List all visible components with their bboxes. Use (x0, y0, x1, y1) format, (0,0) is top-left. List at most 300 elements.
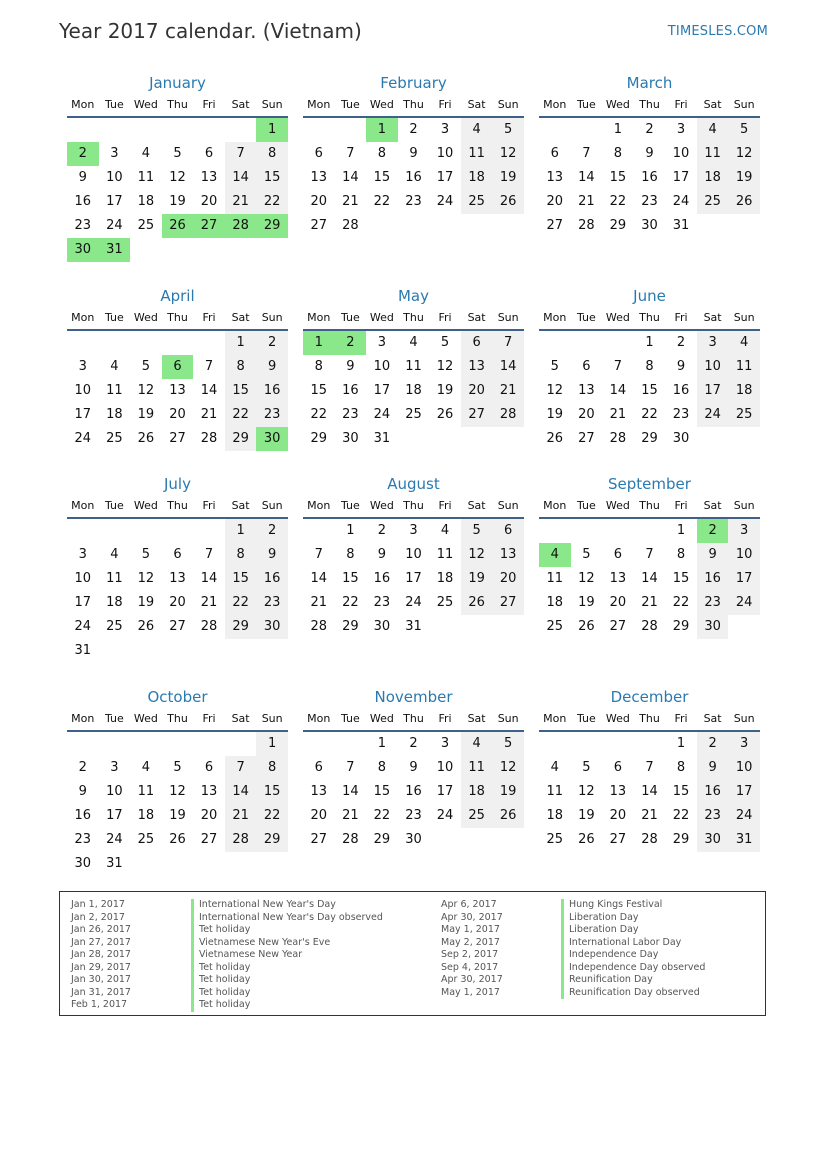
day-cell: 13 (200, 170, 218, 185)
day-cell: 22 (310, 407, 328, 422)
day-cell: 15 (225, 379, 257, 403)
day-cell: 21 (641, 808, 658, 823)
holiday-name: Vietnamese New Year (191, 949, 302, 962)
day-cell: 20 (310, 194, 328, 209)
day-cell: 22 (609, 194, 627, 209)
day-cell: 25 (697, 190, 729, 214)
empty-cell (67, 519, 99, 543)
weekday-header (303, 307, 524, 331)
weekday-label: Mon (307, 712, 331, 725)
day-cell: 27 (310, 218, 328, 233)
weekday-label: Tue (576, 98, 596, 111)
day-cell: 10 (74, 383, 92, 398)
weekday-label: Tue (576, 499, 596, 512)
day-cell: 17 (74, 595, 92, 610)
day-cell: 19 (492, 166, 524, 190)
day-cell: 22 (225, 591, 257, 615)
day-cell: 16 (641, 170, 658, 185)
day-cell: 21 (200, 407, 218, 422)
day-cell: 12 (546, 383, 564, 398)
weekday-header (67, 307, 288, 331)
day-cell: 23 (697, 591, 729, 615)
weekday-label: Thu (403, 712, 424, 725)
holiday-name: International New Year's Day (191, 899, 336, 912)
day-cell: 21 (342, 808, 359, 823)
day-cell: 26 (169, 832, 186, 847)
day-cell: 7 (346, 760, 355, 775)
weekday-label: Mon (71, 499, 95, 512)
month-march (539, 72, 760, 285)
month-may (303, 285, 524, 473)
holiday-date: Jan 28, 2017 (71, 949, 131, 960)
day-cell: 29 (342, 619, 359, 634)
empty-cell (67, 331, 99, 355)
weekday-label: Tue (340, 499, 360, 512)
site-link[interactable]: TIMESLES.COM (667, 24, 768, 39)
day-cell: 27 (200, 832, 218, 847)
weekday-label: Mon (307, 98, 331, 111)
holidays-list (59, 891, 766, 1016)
empty-cell (539, 519, 571, 543)
day-cell: 14 (200, 571, 218, 586)
day-cell: 4 (461, 732, 493, 756)
day-cell: 6 (314, 760, 323, 775)
day-cell: 14 (641, 784, 658, 799)
day-cell: 26 (162, 214, 194, 238)
day-cell: 12 (578, 571, 595, 586)
month-february (303, 72, 524, 285)
day-cell: 3 (440, 122, 450, 137)
day-cell: 10 (106, 784, 123, 799)
weekday-label: Wed (133, 712, 158, 725)
day-cell: 15 (609, 170, 627, 185)
day-cell: 29 (256, 828, 288, 852)
day-cell: 22 (256, 804, 288, 828)
day-cell: 3 (409, 523, 418, 538)
weekday-label: Thu (639, 311, 660, 324)
holiday-row (441, 949, 705, 962)
day-cell: 5 (173, 760, 182, 775)
day-cell: 11 (546, 571, 564, 586)
day-cell: 6 (204, 760, 214, 775)
holiday-date: Apr 6, 2017 (441, 899, 497, 910)
day-cell: 2 (78, 760, 87, 775)
day-cell: 25 (137, 832, 155, 847)
day-cell: 3 (377, 335, 387, 350)
day-cell: 9 (676, 359, 686, 374)
day-cell: 21 (492, 379, 524, 403)
weekday-label: Sun (261, 499, 283, 512)
day-cell: 22 (373, 808, 391, 823)
weekday-label: Fri (202, 499, 216, 512)
day-cell: 13 (609, 784, 627, 799)
holiday-row (441, 899, 705, 912)
day-cell: 14 (492, 355, 524, 379)
empty-cell (99, 331, 131, 355)
day-cell: 28 (609, 431, 627, 446)
day-cell: 30 (74, 856, 92, 871)
day-cell: 25 (461, 190, 493, 214)
day-cell: 22 (373, 194, 391, 209)
month-april (67, 285, 288, 473)
day-cell: 30 (641, 218, 658, 233)
day-cell: 12 (578, 784, 595, 799)
empty-cell (634, 732, 666, 756)
day-cell: 5 (492, 732, 524, 756)
weekday-label: Wed (133, 98, 158, 111)
day-cell: 2 (409, 736, 418, 751)
day-cell: 24 (74, 619, 92, 634)
day-cell: 13 (310, 784, 328, 799)
day-cell: 1 (366, 118, 398, 142)
day-cell: 9 (697, 543, 729, 567)
day-cell: 24 (405, 595, 422, 610)
day-cell: 8 (256, 142, 288, 166)
month-name: October (147, 688, 208, 706)
day-cell: 10 (373, 359, 391, 374)
days-grid (67, 732, 288, 876)
day-cell: 8 (676, 760, 686, 775)
weekday-label: Fri (202, 98, 216, 111)
day-cell: 14 (342, 784, 359, 799)
weekday-label: Thu (167, 311, 188, 324)
day-cell: 10 (436, 146, 454, 161)
day-cell: 6 (550, 146, 559, 161)
day-cell: 9 (645, 146, 654, 161)
day-cell: 17 (697, 379, 729, 403)
day-cell: 14 (225, 166, 257, 190)
days-grid (303, 519, 524, 639)
day-cell: 14 (609, 383, 627, 398)
day-cell: 21 (578, 194, 595, 209)
month-name: September (608, 475, 691, 493)
day-cell: 18 (461, 780, 493, 804)
weekday-label: Mon (71, 311, 95, 324)
day-cell: 27 (609, 832, 627, 847)
day-cell: 27 (193, 214, 225, 238)
holiday-date: Sep 2, 2017 (441, 949, 499, 960)
weekday-label: Fri (674, 98, 688, 111)
day-cell: 19 (436, 383, 454, 398)
day-cell: 25 (106, 431, 123, 446)
day-cell: 18 (106, 407, 123, 422)
day-cell: 2 (256, 519, 288, 543)
day-cell: 30 (373, 619, 391, 634)
day-cell: 15 (672, 571, 690, 586)
day-cell: 16 (405, 170, 422, 185)
weekday-label: Mon (71, 712, 95, 725)
weekday-label: Sun (733, 712, 755, 725)
day-cell: 16 (256, 379, 288, 403)
holiday-name: International Labor Day (561, 937, 681, 950)
empty-cell (539, 118, 571, 142)
day-cell: 5 (173, 146, 182, 161)
day-cell: 14 (310, 571, 328, 586)
month-june (539, 285, 760, 473)
empty-cell (602, 519, 634, 543)
day-cell: 6 (613, 547, 623, 562)
month-december (539, 686, 760, 886)
day-cell: 20 (200, 808, 218, 823)
weekday-label: Sat (231, 712, 250, 725)
month-name: December (610, 688, 689, 706)
day-cell: 14 (200, 383, 218, 398)
month-january (67, 72, 288, 285)
day-cell: 1 (225, 519, 257, 543)
empty-cell (571, 331, 603, 355)
holiday-name: Liberation Day (561, 912, 639, 925)
day-cell: 21 (225, 804, 257, 828)
holiday-date: Jan 29, 2017 (71, 961, 131, 973)
weekday-label: Fri (674, 712, 688, 725)
day-cell: 27 (169, 619, 186, 634)
month-name: August (387, 475, 440, 493)
weekday-header (539, 708, 760, 732)
weekday-header (539, 94, 760, 118)
day-cell: 29 (310, 431, 328, 446)
empty-cell (602, 331, 634, 355)
weekday-label: Sun (733, 98, 755, 111)
weekday-label: Tue (104, 499, 124, 512)
weekday-label: Sat (231, 499, 250, 512)
day-cell: 20 (461, 379, 493, 403)
day-cell: 31 (672, 218, 690, 233)
weekday-label: Tue (340, 311, 360, 324)
weekday-label: Fri (438, 712, 452, 725)
day-cell: 24 (436, 194, 454, 209)
day-cell: 7 (492, 331, 524, 355)
holiday-name: Vietnamese New Year's Eve (191, 937, 330, 950)
day-cell: 6 (314, 146, 323, 161)
weekday-label: Sun (261, 712, 283, 725)
weekday-label: Sat (703, 98, 722, 111)
day-cell: 1 (645, 335, 654, 350)
day-cell: 23 (342, 407, 359, 422)
day-cell: 3 (440, 736, 450, 751)
holiday-row (441, 937, 705, 950)
holiday-name: Tet holiday (191, 962, 250, 975)
day-cell: 31 (728, 828, 760, 852)
day-cell: 30 (405, 832, 422, 847)
day-cell: 16 (373, 571, 391, 586)
day-cell: 2 (697, 732, 729, 756)
day-cell: 23 (405, 808, 422, 823)
holiday-row (441, 987, 705, 1000)
day-cell: 18 (461, 166, 493, 190)
day-cell: 11 (106, 571, 123, 586)
weekday-label: Mon (543, 98, 567, 111)
month-november (303, 686, 524, 886)
day-cell: 20 (169, 595, 186, 610)
day-cell: 4 (550, 760, 559, 775)
weekday-label: Wed (369, 499, 394, 512)
day-cell: 16 (74, 808, 92, 823)
day-cell: 23 (256, 403, 288, 427)
day-cell: 12 (137, 571, 155, 586)
day-cell: 21 (641, 595, 658, 610)
day-cell: 19 (169, 808, 186, 823)
day-cell: 22 (225, 403, 257, 427)
weekday-label: Sun (497, 311, 519, 324)
day-cell: 13 (578, 383, 595, 398)
day-cell: 8 (225, 355, 257, 379)
holiday-row (441, 924, 705, 937)
day-cell: 13 (200, 784, 218, 799)
day-cell: 14 (225, 780, 257, 804)
month-september (539, 473, 760, 686)
holiday-row (441, 962, 705, 975)
empty-cell (571, 519, 603, 543)
weekday-label: Mon (543, 499, 567, 512)
day-cell: 11 (461, 142, 493, 166)
weekday-label: Sun (261, 311, 283, 324)
day-cell: 17 (106, 194, 123, 209)
holiday-date: Jan 31, 2017 (71, 986, 131, 998)
day-cell: 16 (74, 194, 92, 209)
weekday-label: Tue (576, 712, 596, 725)
empty-cell (225, 118, 257, 142)
weekday-label: Thu (639, 499, 660, 512)
weekday-label: Tue (340, 712, 360, 725)
weekday-label: Sat (231, 98, 250, 111)
empty-cell (571, 732, 603, 756)
day-cell: 12 (461, 543, 493, 567)
holiday-row (71, 949, 383, 962)
day-cell: 2 (377, 523, 387, 538)
day-cell: 20 (169, 407, 186, 422)
day-cell: 24 (106, 832, 123, 847)
holiday-column (71, 899, 383, 1012)
day-cell: 4 (539, 543, 571, 567)
empty-cell (335, 118, 367, 142)
day-cell: 22 (641, 407, 658, 422)
day-cell: 23 (74, 832, 92, 847)
weekday-header (67, 495, 288, 519)
days-grid (539, 732, 760, 852)
empty-cell (193, 118, 225, 142)
day-cell: 13 (310, 170, 328, 185)
holiday-date: Apr 30, 2017 (441, 911, 503, 923)
weekday-label: Fri (202, 311, 216, 324)
day-cell: 8 (346, 547, 355, 562)
day-cell: 1 (256, 732, 288, 756)
weekday-label: Tue (104, 311, 124, 324)
day-cell: 12 (492, 756, 524, 780)
day-cell: 28 (310, 619, 328, 634)
day-cell: 28 (641, 619, 658, 634)
day-cell: 29 (672, 619, 690, 634)
holiday-date: Jan 2, 2017 (71, 911, 125, 923)
weekday-label: Sun (497, 499, 519, 512)
month-name: May (397, 287, 429, 305)
day-cell: 9 (377, 547, 387, 562)
day-cell: 26 (137, 431, 155, 446)
day-cell: 8 (613, 146, 623, 161)
weekday-label: Sun (497, 712, 519, 725)
day-cell: 3 (78, 359, 87, 374)
day-cell: 13 (461, 355, 493, 379)
day-cell: 12 (169, 170, 186, 185)
day-cell: 2 (409, 122, 418, 137)
weekday-label: Mon (543, 712, 567, 725)
day-cell: 6 (162, 355, 194, 379)
day-cell: 9 (697, 756, 729, 780)
day-cell: 1 (377, 736, 387, 751)
holiday-date: Jan 30, 2017 (71, 974, 131, 985)
weekday-label: Fri (438, 499, 452, 512)
day-cell: 16 (697, 567, 729, 591)
day-cell: 15 (256, 780, 288, 804)
weekday-label: Fri (674, 499, 688, 512)
day-cell: 23 (641, 194, 658, 209)
month-october (67, 686, 288, 886)
day-cell: 19 (578, 595, 595, 610)
day-cell: 27 (310, 832, 328, 847)
day-cell: 5 (728, 118, 760, 142)
day-cell: 29 (672, 832, 690, 847)
weekday-label: Fri (438, 311, 452, 324)
day-cell: 26 (728, 190, 760, 214)
day-cell: 15 (310, 383, 328, 398)
empty-cell (162, 118, 194, 142)
day-cell: 28 (342, 218, 359, 233)
day-cell: 25 (728, 403, 760, 427)
weekday-label: Tue (340, 98, 360, 111)
day-cell: 19 (578, 808, 595, 823)
holiday-date: Jan 27, 2017 (71, 936, 131, 948)
day-cell: 9 (409, 760, 418, 775)
day-cell: 25 (436, 595, 454, 610)
day-cell: 4 (110, 359, 119, 374)
empty-cell (130, 118, 162, 142)
day-cell: 10 (405, 547, 422, 562)
weekday-label: Thu (167, 499, 188, 512)
day-cell: 18 (137, 808, 155, 823)
weekday-label: Thu (403, 98, 424, 111)
empty-cell (303, 732, 335, 756)
holiday-date: Jan 26, 2017 (71, 924, 131, 935)
weekday-label: Thu (167, 712, 188, 725)
day-cell: 20 (492, 567, 524, 591)
day-cell: 1 (676, 523, 686, 538)
holiday-date: May 2, 2017 (441, 936, 500, 948)
empty-cell (99, 732, 131, 756)
day-cell: 28 (225, 828, 257, 852)
weekday-label: Mon (307, 311, 331, 324)
day-cell: 24 (672, 194, 690, 209)
empty-cell (130, 732, 162, 756)
day-cell: 6 (613, 760, 623, 775)
day-cell: 3 (110, 760, 119, 775)
page-title: Year 2017 calendar. (Vietnam) (59, 19, 362, 43)
day-cell: 23 (697, 804, 729, 828)
days-grid (67, 331, 288, 451)
month-name: February (380, 74, 447, 92)
empty-cell (130, 519, 162, 543)
weekday-label: Wed (369, 311, 394, 324)
day-cell: 4 (409, 335, 418, 350)
weekday-label: Thu (403, 499, 424, 512)
day-cell: 7 (225, 756, 257, 780)
day-cell: 4 (728, 331, 760, 355)
day-cell: 10 (728, 543, 760, 567)
day-cell: 12 (492, 142, 524, 166)
day-cell: 11 (546, 784, 564, 799)
empty-cell (303, 118, 335, 142)
day-cell: 25 (405, 407, 422, 422)
day-cell: 3 (697, 331, 729, 355)
day-cell: 5 (582, 760, 591, 775)
